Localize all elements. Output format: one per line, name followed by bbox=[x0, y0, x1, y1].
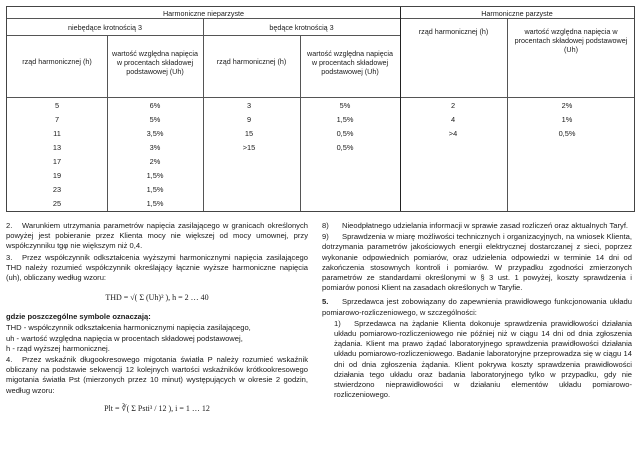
right-column bbox=[322, 221, 632, 401]
cell-v: 5% bbox=[339, 101, 351, 110]
cell-h: 23 bbox=[52, 185, 62, 194]
cell-h: 2 bbox=[450, 101, 456, 110]
col-header-rzad: rząd harmonicznej (h) bbox=[216, 57, 287, 66]
paragraph-4: 4. Przez wskaźnik długookresowego migotania światła P należy rozumieć wskaźnik obliczany na podstawie sekwencji 12 kolejnych wartości wskaźników krótkookresowego migotania światła Pst (mierzonych przez 10 minut) występujących w okresie 2 godzin, według wzoru: bbox=[6, 355, 308, 395]
cell-v: 2% bbox=[561, 101, 573, 110]
cell-v: 0,5% bbox=[558, 129, 576, 138]
cell-v: 5% bbox=[149, 115, 161, 124]
paragraph-3: 3. Przez współczynnik odkształcenia wyższymi harmonicznymi napięcia zasilającego THD należy rozumieć współczynnik określający łącznie wyższe harmoniczne napięcia (uh), obliczany według wzoru: bbox=[6, 252, 308, 283]
gdzie-label: gdzie poszczególne symbole oznaczają: bbox=[6, 312, 151, 322]
cell-h: 5 bbox=[54, 101, 60, 110]
col-header-rzad: rząd harmonicznej (h) bbox=[418, 27, 489, 36]
header-even: Harmoniczne parzyste bbox=[481, 9, 553, 18]
cell-h: 13 bbox=[52, 143, 62, 152]
paragraph-2: 2. Warunkiem utrzymania parametrów napięcia zasilającego w granicach określonych powyżej jest pobieranie przez Klienta mocy nie większej od mocy umownej, przy współczynniku tgφ nie większym niż 0,4. bbox=[6, 221, 308, 251]
table-rule bbox=[7, 97, 634, 98]
col-header-rzad: rząd harmonicznej (h) bbox=[22, 57, 92, 66]
item-9: 9) Sprawdzenia w miarę możliwości technicznych i organizacyjnych, na wniosek Klienta, dotrzymania parametrów jakościowych energii elektrycznej dostarczanej z sieci, poprzez wykonanie odpowiednich pomiarów, oraz udzielenia odpowiedzi w terminie 14 dni od zakończenia stosownych kontroli i pomiarów. W przypadku zgodności zmierzonych parametrów ze standardami określonymi w § 3 ust. 1 powyżej, koszty sprawdzenia i pomiarów ponosi Klient na zasadach określonych w Taryfie. bbox=[322, 232, 632, 293]
cell-h: >15 bbox=[242, 143, 256, 152]
cell-h: 19 bbox=[52, 171, 62, 180]
cell-v: 2% bbox=[149, 157, 161, 166]
definition: THD - współczynnik odkształcenia harmonicznymi napięcia zasilającego, bbox=[6, 323, 251, 333]
cell-v: 3% bbox=[149, 143, 161, 152]
cell-v: 1,5% bbox=[146, 171, 164, 180]
subheader-not-mult3: niebędące krotnością 3 bbox=[68, 23, 142, 32]
header-odd: Harmoniczne nieparzyste bbox=[162, 9, 245, 18]
cell-h: >4 bbox=[448, 129, 458, 138]
table-rule bbox=[400, 7, 401, 211]
cell-v: 3,5% bbox=[146, 129, 164, 138]
subheader-mult3: będące krotnością 3 bbox=[269, 23, 334, 32]
table-rule bbox=[203, 18, 204, 211]
cell-h: 15 bbox=[244, 129, 254, 138]
harmonics-table bbox=[6, 6, 635, 212]
table-rule bbox=[107, 35, 108, 211]
table-rule bbox=[300, 35, 301, 211]
cell-h: 4 bbox=[450, 115, 456, 124]
section-5-item-1: 1) Sprzedawca na żądanie Klienta dokonuje sprawdzenia prawidłowości działania układu pomiarowo-rozliczeniowego nie później niż w ciągu 14 dni od dnia zgłoszenia żądania. Klient ma prawo żądać laboratoryjnego sprawdzenia prawidłowości działania układu pomiarowo-rozliczeniowego. Badanie laboratoryjne przeprowadza się w ciągu 14 dni od dnia zgłoszenia żądania. Klient pokrywa koszty sprawdzenia prawidłowości działania tego układu oraz badania laboratoryjnego tylko w przypadku, gdy nie stwierdzono nieprawidłowości w działaniu elementów układu pomiarowo-rozliczeniowego. bbox=[334, 318, 632, 400]
cell-h: 3 bbox=[246, 101, 252, 110]
table-rule bbox=[507, 18, 508, 211]
cell-h: 17 bbox=[52, 157, 62, 166]
cell-v: 1% bbox=[561, 115, 573, 124]
col-header-wartosc: wartość względna napięcia w procentach składowej podstawowej (Uh) bbox=[307, 49, 393, 76]
col-header-wartosc: wartość względna napięcia w procentach składowej podstawowej (Uh) bbox=[514, 27, 628, 54]
section-5: 5. Sprzedawca jest zobowiązany do zapewnienia prawidłowego funkcjonowania układu pomiarowo-rozliczeniowego, w szczególności: bbox=[322, 297, 632, 317]
cell-v: 0,5% bbox=[336, 143, 354, 152]
definition: h - rząd wyższej harmonicznej. bbox=[6, 343, 110, 353]
table-rule bbox=[7, 18, 634, 19]
cell-h: 9 bbox=[246, 115, 252, 124]
cell-v: 0,5% bbox=[336, 129, 354, 138]
item-8: 8) Nieodpłatnego udzielania informacji w sprawie zasad rozliczeń oraz aktualnych Taryf. bbox=[322, 221, 629, 230]
cell-v: 1,5% bbox=[336, 115, 354, 124]
cell-v: 1,5% bbox=[146, 199, 164, 208]
definition: uh - wartość względna napięcia w procentach składowej podstawowej, bbox=[6, 333, 243, 343]
formula-thd: THD = √( Σ (Uh)² ), h = 2 … 40 bbox=[105, 293, 209, 303]
cell-h: 7 bbox=[54, 115, 60, 124]
cell-v: 1,5% bbox=[146, 185, 164, 194]
cell-h: 11 bbox=[53, 129, 61, 138]
formula-plt: Plt = ∛( Σ Psti³ / 12 ), i = 1 … 12 bbox=[104, 403, 210, 413]
cell-v: 6% bbox=[149, 101, 161, 110]
col-header-wartosc: wartość względna napięcia w procentach składowej podstawowej (Uh) bbox=[112, 49, 198, 76]
left-column bbox=[6, 221, 308, 421]
cell-h: 25 bbox=[52, 199, 62, 208]
